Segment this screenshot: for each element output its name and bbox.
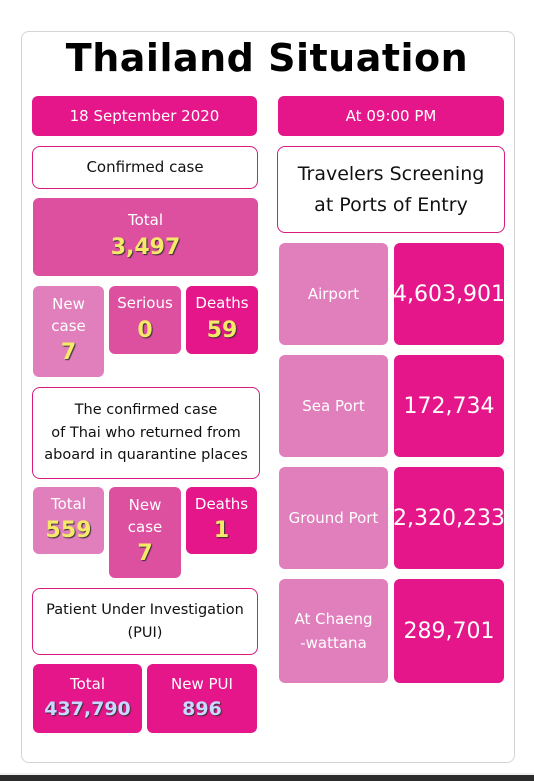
confirmed-deaths-label: Deaths bbox=[195, 294, 249, 313]
confirmed-serious-label: Serious bbox=[117, 294, 173, 313]
pui-new-tile bbox=[147, 664, 257, 733]
returned-total-label: Total bbox=[50, 494, 87, 513]
page-title: Thailand Situation bbox=[65, 36, 469, 80]
returned-deaths-label: Deaths bbox=[194, 494, 249, 513]
confirmed-serious-tile bbox=[109, 286, 181, 354]
returned-heading-line3: aboard in quarantine places bbox=[44, 447, 248, 464]
pui-heading-line2: (PUI) bbox=[127, 624, 163, 641]
bottom-edge bbox=[0, 773, 534, 781]
returned-heading-line2: of Thai who returned from bbox=[51, 424, 241, 441]
returned-total-value: 559 bbox=[45, 518, 92, 544]
port-label-chaengwattana-line2: -wattana bbox=[300, 634, 367, 652]
returned-heading bbox=[32, 387, 260, 479]
pui-new-value: 896 bbox=[182, 697, 222, 720]
date-badge: 18 September 2020 bbox=[32, 96, 257, 136]
time-badge: At 09:00 PM bbox=[278, 96, 504, 136]
confirmed-total-label: Total bbox=[127, 211, 164, 230]
returned-deaths-value: 1 bbox=[213, 518, 230, 544]
port-label-sea-port bbox=[279, 355, 388, 457]
screening-heading-line1: Travelers Screening bbox=[297, 163, 485, 186]
confirmed-new-value: 7 bbox=[60, 340, 77, 366]
port-value-sea-port: 172,734 bbox=[394, 355, 504, 457]
returned-total-tile bbox=[33, 487, 104, 554]
port-label-ground-port bbox=[279, 467, 388, 569]
port-label-chaengwattana-line1: At Chaeng bbox=[294, 610, 373, 628]
port-label-sea-port-line1: Sea Port bbox=[302, 397, 365, 415]
confirmed-total-tile bbox=[33, 198, 258, 276]
pui-total-value: 437,790 bbox=[44, 697, 131, 720]
returned-new-label-2: case bbox=[127, 517, 163, 536]
returned-new-tile bbox=[109, 487, 181, 578]
confirmed-total-value: 3,497 bbox=[110, 234, 181, 260]
returned-heading-line1: The confirmed case bbox=[74, 402, 218, 419]
port-value-chaengwattana: 289,701 bbox=[394, 579, 504, 683]
port-label-chaengwattana bbox=[279, 579, 388, 683]
pui-total-label: Total bbox=[69, 674, 106, 693]
pui-new-label: New PUI bbox=[171, 674, 233, 693]
port-label-ground-port-line1: Ground Port bbox=[288, 509, 379, 527]
pui-heading-line1: Patient Under Investigation bbox=[46, 602, 244, 619]
confirmed-new-label-2: case bbox=[51, 316, 86, 335]
screening-heading bbox=[277, 146, 505, 233]
confirmed-serious-value: 0 bbox=[137, 317, 153, 343]
confirmed-heading: Confirmed case bbox=[32, 146, 258, 189]
port-label-airport bbox=[279, 243, 388, 345]
screening-heading-line2: at Ports of Entry bbox=[314, 193, 468, 216]
port-label-airport-line1: Airport bbox=[307, 285, 360, 303]
port-value-airport: 4,603,901 bbox=[394, 243, 504, 345]
returned-deaths-tile bbox=[186, 487, 257, 554]
port-value-ground-port: 2,320,233 bbox=[394, 467, 504, 569]
pui-heading bbox=[32, 588, 258, 655]
confirmed-deaths-value: 59 bbox=[206, 317, 238, 343]
pui-total-tile bbox=[33, 664, 142, 733]
returned-new-value: 7 bbox=[137, 541, 153, 567]
confirmed-new-tile bbox=[33, 286, 104, 377]
returned-new-label-1: New bbox=[128, 495, 162, 514]
confirmed-new-label-1: New bbox=[52, 294, 85, 313]
confirmed-deaths-tile bbox=[186, 286, 258, 354]
